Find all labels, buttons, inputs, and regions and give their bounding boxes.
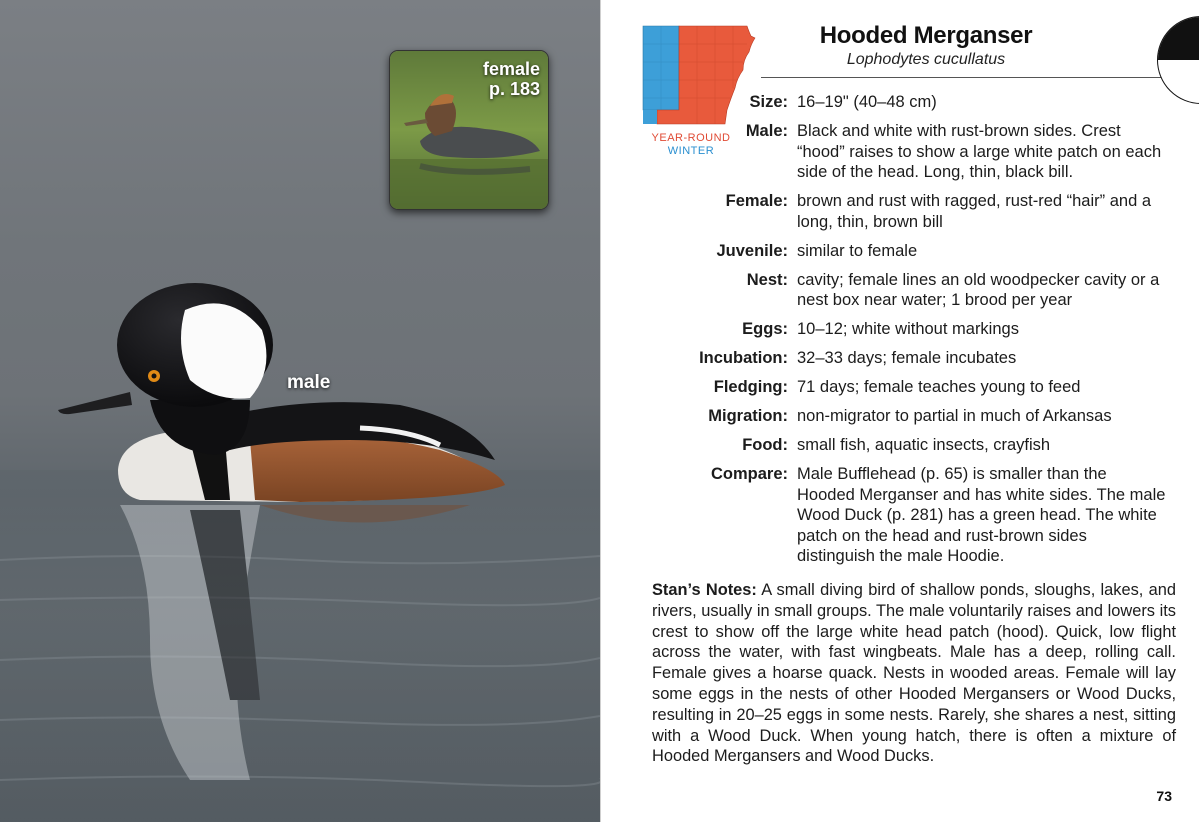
fact-label: Food: [742, 436, 788, 454]
fact-label: Juvenile: [716, 241, 788, 260]
female-label [483, 59, 540, 99]
fact-value: 10–12; white without markings [797, 320, 1019, 338]
fact-label: Migration: [708, 407, 788, 425]
fact-label: Male: [745, 122, 788, 140]
fact-juvenile [665, 241, 1185, 262]
fact-incubation [665, 348, 1185, 369]
fact-value: small fish, aquatic insects, crayfish [797, 436, 1051, 454]
fact-value: similar to female [797, 241, 918, 260]
fact-value: 16–19" (40–48 cm) [797, 93, 937, 111]
female-inset-photo [389, 50, 549, 210]
female-label-line1: female [482, 59, 540, 79]
fact-female [665, 191, 1185, 232]
fact-label: Incubation: [699, 349, 788, 367]
fact-migration [665, 406, 1185, 427]
fact-value: cavity; female lines an old woodpecker cavity or a nest box near water; 1 brood per year [797, 270, 1160, 309]
title-rule [761, 77, 1161, 78]
fact-size [665, 92, 1185, 113]
fact-label: Female: [725, 192, 788, 210]
fact-label: Compare: [710, 465, 788, 483]
fact-male [665, 121, 1185, 183]
species-facts [665, 92, 1185, 575]
fact-value: 71 days; female teaches young to feed [797, 378, 1081, 396]
species-scientific-name: Lophodytes cucullatus [846, 51, 1006, 68]
fact-value: Male Bufflehead (p. 65) is smaller than the Hooded Merganser and has white sides. The male Wood Duck (p. 281) has a green head. The white patch on the head and rust-brown sides distinguish the male Hoodie. [797, 465, 1166, 565]
female-label-page-ref: p. 183 [488, 79, 540, 99]
male-label: male [287, 372, 331, 393]
fact-label: Nest: [746, 270, 788, 289]
fact-fledging [665, 377, 1185, 398]
notes-text: A small diving bird of shallow ponds, sloughs, lakes, and rivers, usually in small groups. The male voluntarily raises and lowers its crest to show off the large white head patch (hood). Quick, low flight across the water, with fast wingbeats. Male has a deep, rolling call. Female gives a hoarse quack. Nests in wooded areas. Female will lay some eggs in the nests of other Hooded Mergansers or Wood Ducks, resulting in 20–25 eggs in some nests. Rarely, she shares a nest, sitting with a Wood Duck. When young hatch, there is often a mixture of Hooded Mergansers and Wood Ducks. [652, 581, 1176, 766]
color-tab-half-black-icon [1157, 16, 1199, 104]
fact-nest [665, 270, 1185, 311]
fact-value: 32–33 days; female incubates [797, 349, 1017, 367]
notes-label: Stan’s Notes: [652, 581, 757, 599]
fact-value: brown and rust with ragged, rust-red “hair” and a long, thin, brown bill [797, 192, 1152, 231]
species-common-name: Hooded Merganser [819, 22, 1033, 49]
fact-value: non-migrator to partial in much of Arkansas [797, 407, 1112, 425]
fact-label: Size: [749, 93, 788, 111]
fact-compare [665, 464, 1185, 567]
page-number: 73 [1156, 788, 1172, 804]
legend-year-round: YEAR-ROUND [651, 132, 731, 144]
fact-label: Eggs: [742, 320, 788, 338]
legend-winter: WINTER [667, 145, 715, 157]
fact-label: Fledging: [713, 378, 788, 396]
stans-notes [652, 580, 1176, 767]
text-page [600, 0, 1199, 822]
fact-eggs [665, 319, 1185, 340]
fact-value: Black and white with rust-brown sides. Crest “hood” raises to show a large white patch on each side of the head. Long, thin, black bill. [797, 122, 1162, 181]
fact-food [665, 435, 1185, 456]
